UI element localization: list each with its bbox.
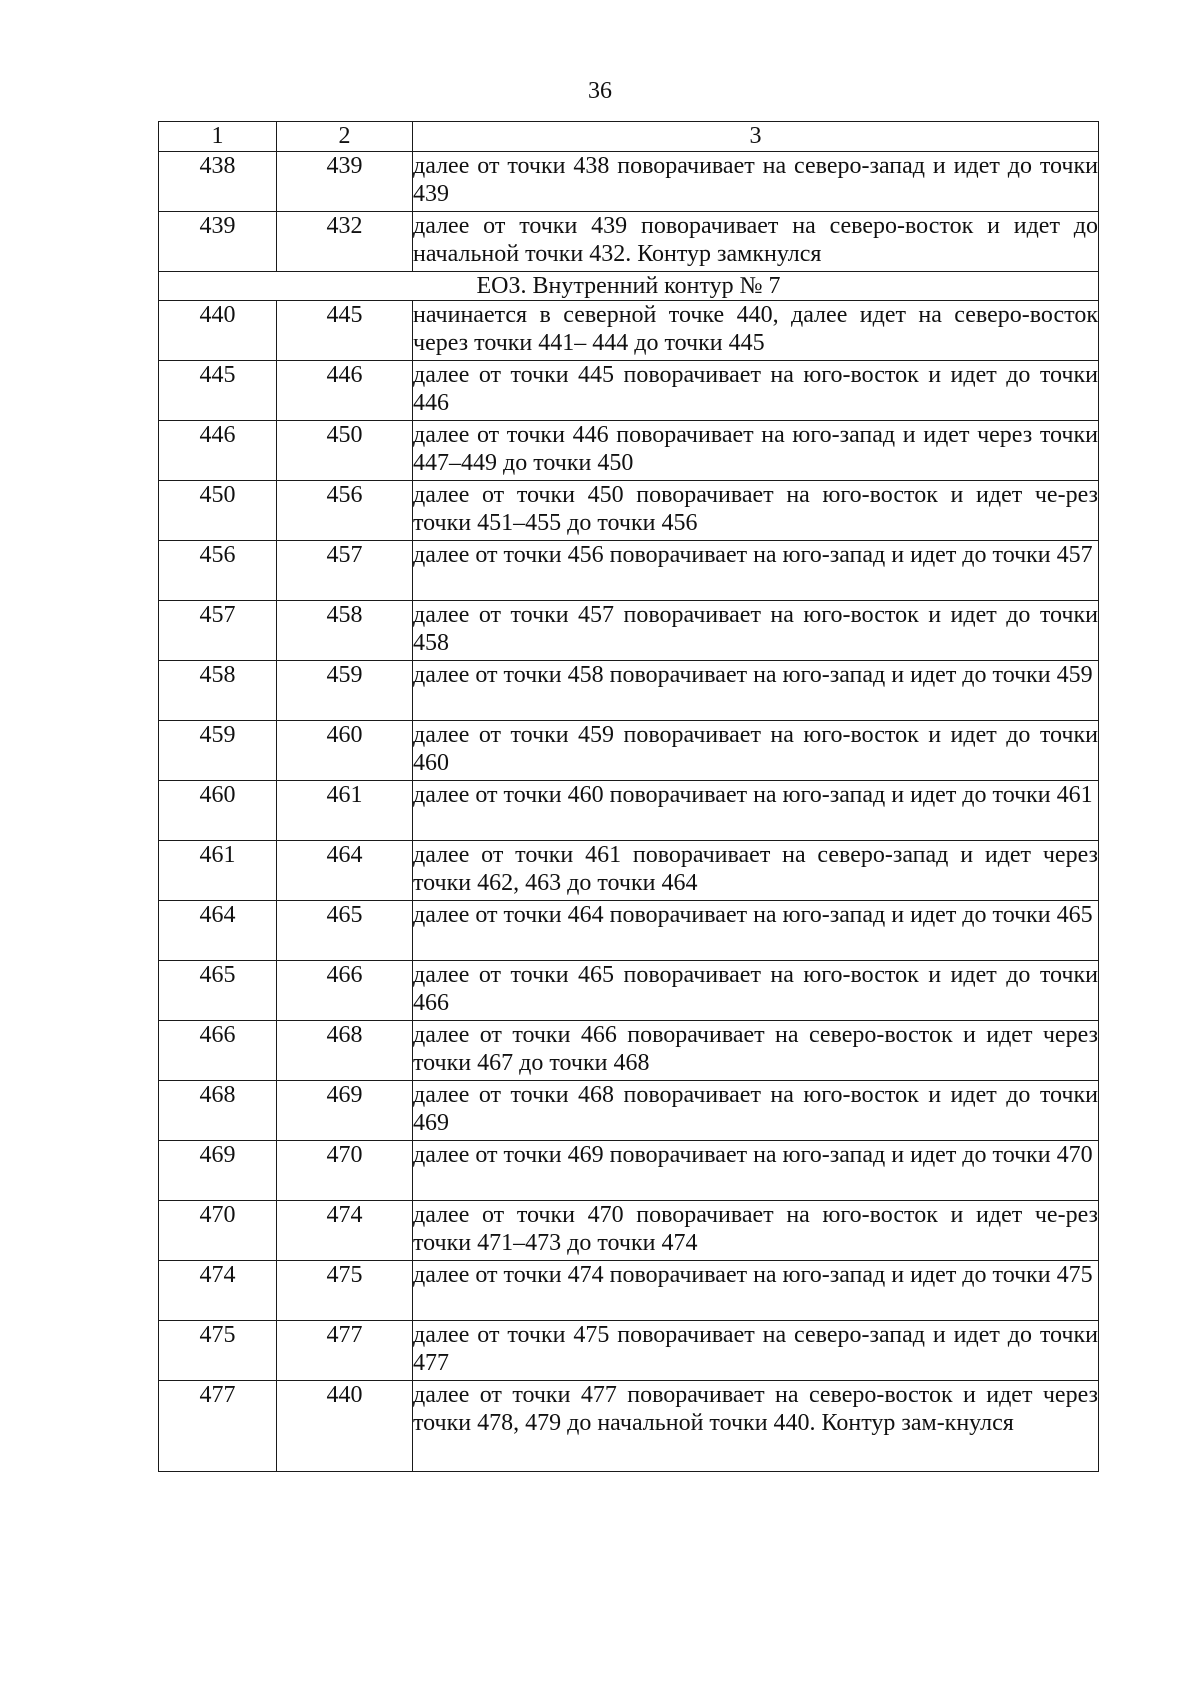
page-number: 36 bbox=[588, 78, 612, 104]
route-description: далее от точки 458 поворачивает на юго-запад и идет до точки 459 bbox=[413, 661, 1099, 721]
to-point: 469 bbox=[277, 1081, 413, 1141]
section-title-row bbox=[159, 272, 1099, 301]
to-point: 450 bbox=[277, 421, 413, 481]
column-header-2: 2 bbox=[277, 122, 413, 152]
from-point: 468 bbox=[159, 1081, 277, 1141]
route-description: далее от точки 445 поворачивает на юго-восток и идет до точки 446 bbox=[413, 361, 1099, 421]
from-point: 438 bbox=[159, 152, 277, 212]
to-point: 465 bbox=[277, 901, 413, 961]
from-point: 464 bbox=[159, 901, 277, 961]
to-point: 470 bbox=[277, 1141, 413, 1201]
table-row bbox=[159, 1261, 1099, 1321]
from-point: 461 bbox=[159, 841, 277, 901]
to-point: 457 bbox=[277, 541, 413, 601]
route-description: далее от точки 461 поворачивает на северо-запад и идет через точки 462, 463 до точки 464 bbox=[413, 841, 1099, 901]
table-row bbox=[159, 361, 1099, 421]
route-description: далее от точки 438 поворачивает на северо-запад и идет до точки 439 bbox=[413, 152, 1099, 212]
from-point: 475 bbox=[159, 1321, 277, 1381]
route-description: далее от точки 464 поворачивает на юго-запад и идет до точки 465 bbox=[413, 901, 1099, 961]
route-description: начинается в северной точке 440, далее идет на северо-восток через точки 441– 444 до точки 445 bbox=[413, 301, 1099, 361]
route-description: далее от точки 459 поворачивает на юго-восток и идет до точки 460 bbox=[413, 721, 1099, 781]
to-point: 461 bbox=[277, 781, 413, 841]
table-row bbox=[159, 1201, 1099, 1261]
table-row bbox=[159, 1381, 1099, 1472]
table-row bbox=[159, 301, 1099, 361]
route-description: далее от точки 456 поворачивает на юго-запад и идет до точки 457 bbox=[413, 541, 1099, 601]
from-point: 469 bbox=[159, 1141, 277, 1201]
to-point: 466 bbox=[277, 961, 413, 1021]
table-row bbox=[159, 661, 1099, 721]
table-row bbox=[159, 1321, 1099, 1381]
table-row bbox=[159, 901, 1099, 961]
route-description: далее от точки 469 поворачивает на юго-запад и идет до точки 470 bbox=[413, 1141, 1099, 1201]
to-point: 439 bbox=[277, 152, 413, 212]
table-row bbox=[159, 1141, 1099, 1201]
to-point: 456 bbox=[277, 481, 413, 541]
table-row bbox=[159, 421, 1099, 481]
from-point: 459 bbox=[159, 721, 277, 781]
table-row bbox=[159, 152, 1099, 212]
to-point: 440 bbox=[277, 1381, 413, 1472]
from-point: 445 bbox=[159, 361, 277, 421]
from-point: 458 bbox=[159, 661, 277, 721]
table-row bbox=[159, 481, 1099, 541]
from-point: 457 bbox=[159, 601, 277, 661]
from-point: 466 bbox=[159, 1021, 277, 1081]
to-point: 464 bbox=[277, 841, 413, 901]
to-point: 474 bbox=[277, 1201, 413, 1261]
table-row bbox=[159, 961, 1099, 1021]
table-row bbox=[159, 601, 1099, 661]
to-point: 432 bbox=[277, 212, 413, 272]
from-point: 470 bbox=[159, 1201, 277, 1261]
route-description: далее от точки 446 поворачивает на юго-запад и идет через точки 447–449 до точки 450 bbox=[413, 421, 1099, 481]
table-row bbox=[159, 781, 1099, 841]
route-description: далее от точки 460 поворачивает на юго-запад и идет до точки 461 bbox=[413, 781, 1099, 841]
to-point: 475 bbox=[277, 1261, 413, 1321]
from-point: 456 bbox=[159, 541, 277, 601]
to-point: 468 bbox=[277, 1021, 413, 1081]
to-point: 477 bbox=[277, 1321, 413, 1381]
route-description: далее от точки 477 поворачивает на северо-восток и идет через точки 478, 479 до начальной точки 440. Контур зам-кнулся bbox=[413, 1381, 1099, 1472]
table-row bbox=[159, 841, 1099, 901]
table-row bbox=[159, 721, 1099, 781]
table-row bbox=[159, 212, 1099, 272]
route-description: далее от точки 465 поворачивает на юго-восток и идет до точки 466 bbox=[413, 961, 1099, 1021]
from-point: 465 bbox=[159, 961, 277, 1021]
route-description: далее от точки 450 поворачивает на юго-восток и идет че-рез точки 451–455 до точки 456 bbox=[413, 481, 1099, 541]
table-row bbox=[159, 1021, 1099, 1081]
section-title: ЕОЗ. Внутренний контур № 7 bbox=[159, 272, 1099, 301]
route-description: далее от точки 470 поворачивает на юго-восток и идет че-рез точки 471–473 до точки 474 bbox=[413, 1201, 1099, 1261]
contour-table bbox=[158, 121, 1099, 1472]
route-description: далее от точки 457 поворачивает на юго-восток и идет до точки 458 bbox=[413, 601, 1099, 661]
from-point: 446 bbox=[159, 421, 277, 481]
to-point: 458 bbox=[277, 601, 413, 661]
from-point: 474 bbox=[159, 1261, 277, 1321]
from-point: 477 bbox=[159, 1381, 277, 1472]
column-header-3: 3 bbox=[413, 122, 1099, 152]
column-header-1: 1 bbox=[159, 122, 277, 152]
table-header-row bbox=[159, 122, 1099, 152]
to-point: 445 bbox=[277, 301, 413, 361]
route-description: далее от точки 474 поворачивает на юго-запад и идет до точки 475 bbox=[413, 1261, 1099, 1321]
route-description: далее от точки 468 поворачивает на юго-восток и идет до точки 469 bbox=[413, 1081, 1099, 1141]
from-point: 440 bbox=[159, 301, 277, 361]
to-point: 459 bbox=[277, 661, 413, 721]
route-description: далее от точки 466 поворачивает на северо-восток и идет через точки 467 до точки 468 bbox=[413, 1021, 1099, 1081]
route-description: далее от точки 439 поворачивает на северо-восток и идет до начальной точки 432. Контур замкнулся bbox=[413, 212, 1099, 272]
table-row bbox=[159, 541, 1099, 601]
from-point: 439 bbox=[159, 212, 277, 272]
from-point: 460 bbox=[159, 781, 277, 841]
to-point: 446 bbox=[277, 361, 413, 421]
route-description: далее от точки 475 поворачивает на северо-запад и идет до точки 477 bbox=[413, 1321, 1099, 1381]
to-point: 460 bbox=[277, 721, 413, 781]
from-point: 450 bbox=[159, 481, 277, 541]
table-row bbox=[159, 1081, 1099, 1141]
